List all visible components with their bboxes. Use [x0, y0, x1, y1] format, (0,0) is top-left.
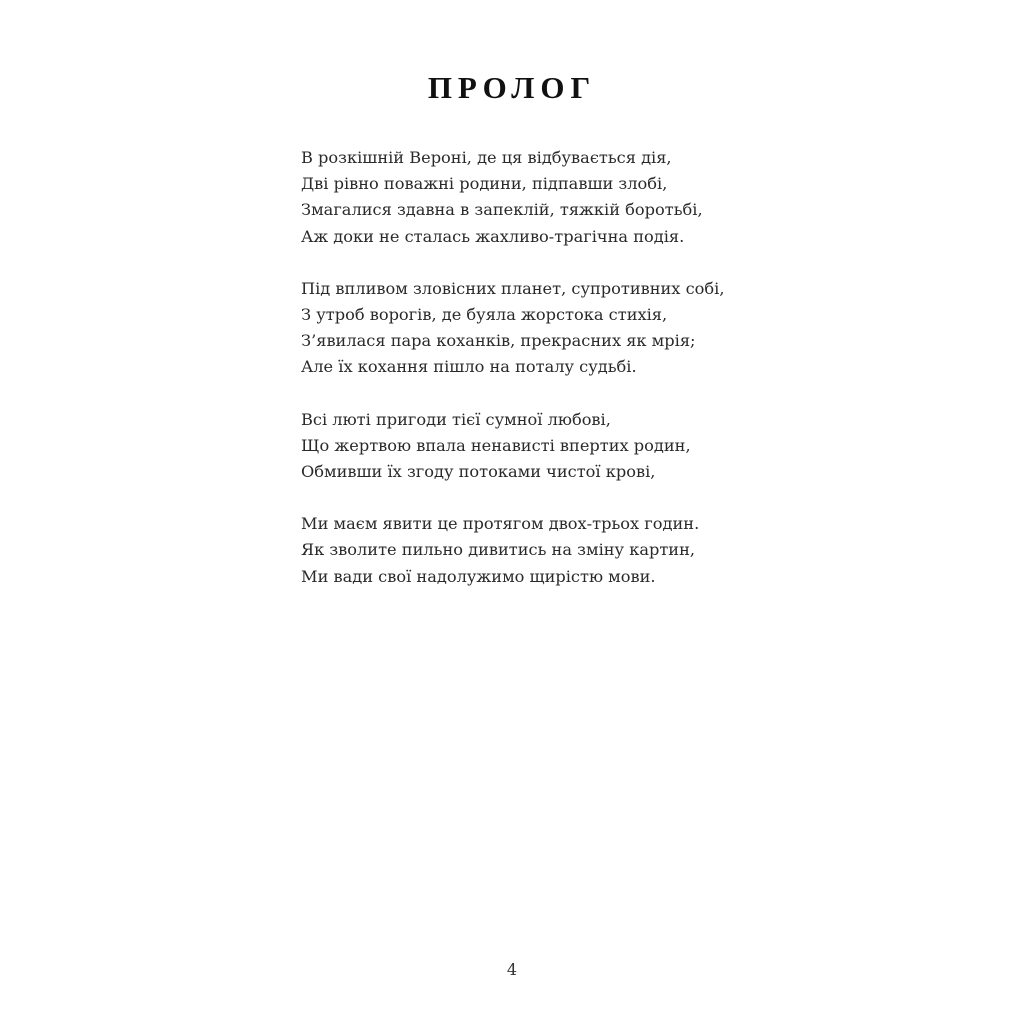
poem-body — [301, 145, 761, 616]
stanza-3 — [301, 407, 761, 486]
stanza-2 — [301, 276, 761, 381]
poem-line: Як зволите пильно дивитись на зміну картин, — [301, 540, 696, 560]
poem-line: Дві рівно поважні родини, підпавши злобі, — [301, 174, 668, 194]
poem-line: Ми вади свої надолужимо щирістю мови. — [301, 566, 656, 586]
poem-line: Всі люті пригоди тієї сумної любові, — [301, 409, 611, 429]
poem-line: Змагалися здавна в запеклій, тяжкій боротьбі, — [301, 200, 703, 220]
page-title: ПРОЛОГ — [427, 70, 597, 105]
poem-line: Обмивши їх згоду потоками чистої крові, — [301, 462, 656, 482]
stanza-1 — [301, 145, 761, 250]
poem-line: З утроб ворогів, де буяла жорстока стихія, — [301, 305, 668, 325]
poem-line: Аж доки не сталась жахливо-трагічна подія. — [301, 226, 685, 246]
poem-line: В розкішній Вероні, де ця відбувається дія, — [301, 148, 672, 167]
poem-line: Що жертвою впала ненависті впертих родин, — [301, 435, 691, 455]
poem-line: Але їх кохання пішло на поталу судьбі. — [301, 357, 637, 377]
poem-line: З’явилася пара коханків, прекрасних як мрія; — [301, 331, 696, 351]
poem-line: Під впливом зловісних планет, супротивних собі, — [301, 278, 725, 298]
page-number: 4 — [506, 960, 518, 979]
poem-line: Ми маєм явити це протягом двох-трьох годин. — [301, 514, 700, 534]
stanza-4 — [301, 511, 761, 590]
